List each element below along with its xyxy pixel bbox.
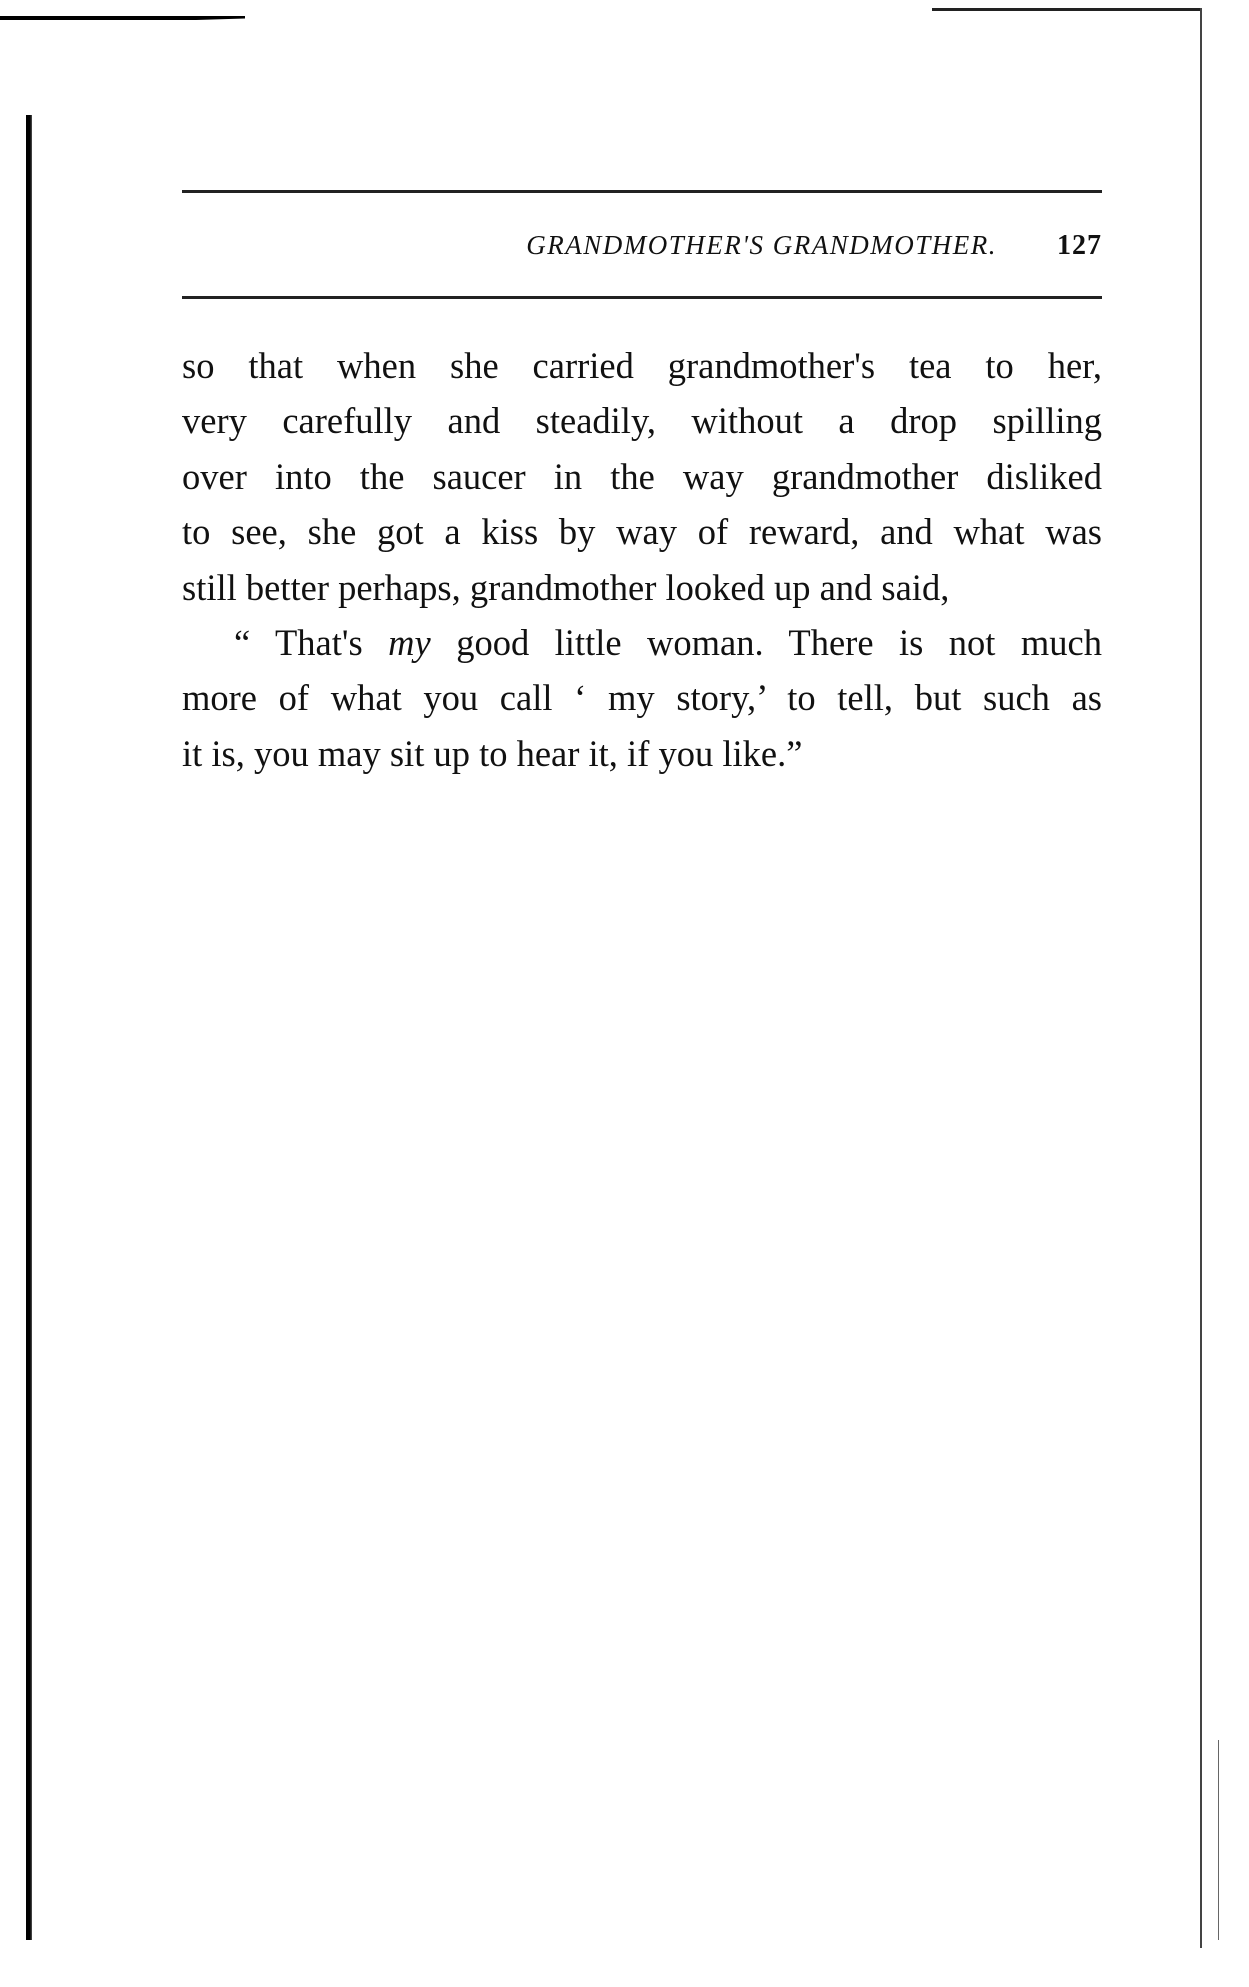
quote-text: “ That's [234,622,389,664]
text-line: more of what you call ‘ my story,’ to tell, but such as [182,677,1102,719]
text-line: very carefully and steadily, without a drop spilling [182,400,1102,442]
scan-edge-top-left [0,16,245,26]
running-head [182,230,1102,274]
text-line: still better perhaps, grandmother looked up and said, [182,566,950,608]
header-rule-top [182,190,1102,193]
text-line: over into the saucer in the way grandmother disliked [182,455,1102,497]
scan-edge-right [1200,8,1202,1948]
running-title: GRANDMOTHER'S GRANDMOTHER. [526,230,997,260]
text-line: so that when she carried grandmother's tea to her, [182,345,1102,386]
page-number: 127 [1057,230,1102,261]
quote-text: good little woman. There is not much [430,622,1102,664]
text-line: it is, you may sit up to hear it, if you like.” [182,732,803,774]
header-rule-bottom [182,296,1102,299]
emphasis-text: my [388,622,431,664]
body-text [182,338,1102,781]
scan-edge-left [26,115,32,1940]
scan-edge-right-inner [1218,1740,1219,1940]
text-line: to see, she got a kiss by way of reward, and what was [182,511,1102,553]
text-line-quote-start [182,615,1102,670]
scan-edge-top-right [932,8,1202,11]
